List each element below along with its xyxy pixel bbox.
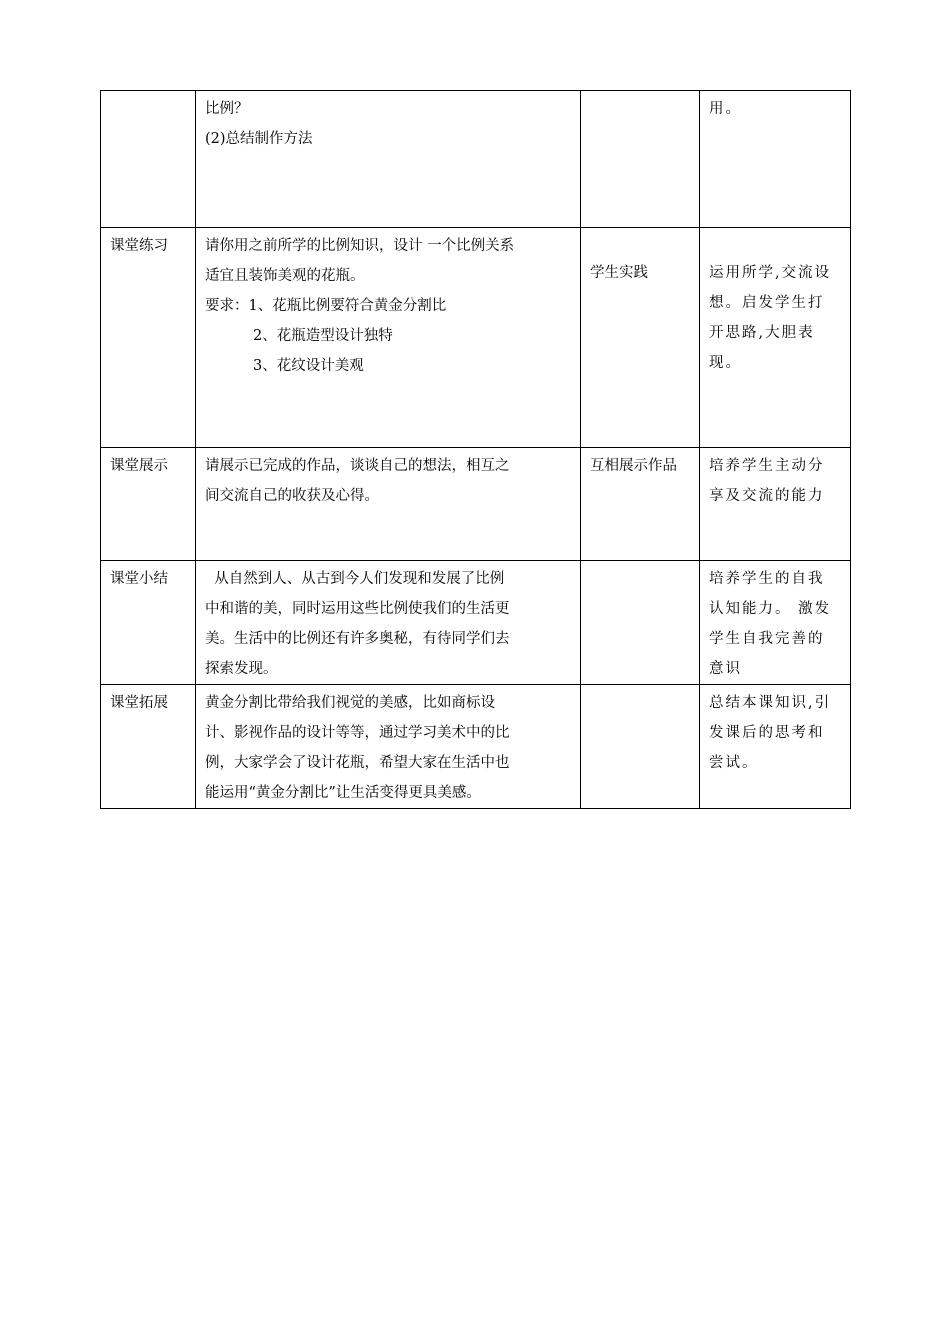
student-activity-cell [581,561,700,685]
purpose-line: 现。 [709,355,742,371]
stage-cell [101,91,196,228]
stage-label: 课堂小结 [110,571,168,587]
content-line: (2)总结制作方法 [205,131,313,147]
requirement-item: 3、花纹设计美观 [253,358,364,374]
purpose-line: 学生自我完善的 [709,631,825,647]
content-line: 黄金分割比带给我们视觉的美感，比如商标设 [205,695,495,711]
purpose-line: 开思路,大胆表 [709,325,815,341]
stage-cell [101,561,196,685]
design-purpose-cell [700,228,851,448]
purpose-line: 运用所学,交流设 [709,265,832,281]
content-line: 适宜且装饰美观的花瓶。 [205,268,365,284]
student-activity-cell [581,685,700,809]
student-activity-label: 互相展示作品 [590,458,677,474]
lesson-plan-table [100,90,851,809]
student-activity-cell [581,448,700,561]
content-line: 例，大家学会了设计花瓶，希望大家在生活中也 [205,755,510,771]
design-purpose-cell [700,448,851,561]
table-row [101,448,851,561]
student-activity-label: 学生实践 [590,265,648,281]
content-cell [196,228,581,448]
design-purpose-cell: 用。 [700,91,851,228]
stage-label: 课堂展示 [110,458,168,474]
student-activity-cell [581,228,700,448]
stage-label: 课堂拓展 [110,695,168,711]
purpose-line: 发课后的思考和 [709,725,825,741]
stage-cell [101,448,196,561]
stage-label: 课堂练习 [110,238,168,254]
purpose-line: 培养学生的自我 [709,571,825,587]
student-activity-cell [581,91,700,228]
content-line: 请你用之前所学的比例知识，设计 一个比例关系 [205,238,515,254]
purpose-line: 想。启发学生打 [709,295,825,311]
table-row [101,561,851,685]
content-line: 比例？ [205,101,249,117]
purpose-line: 意识 [709,661,742,677]
content-line: 从自然到人、从古到今人们发现和发展了比例 [205,571,505,587]
design-purpose-cell [700,685,851,809]
content-line: 间交流自己的收获及心得。 [205,488,379,504]
requirement-item: 2、花瓶造型设计独特 [253,328,393,344]
design-purpose-cell [700,561,851,685]
content-cell [196,561,581,685]
content-line: 要求：1、花瓶比例要符合黄金分割比 [205,298,447,314]
table-row [101,685,851,809]
purpose-line: 享及交流的能力 [709,488,825,504]
content-line: 能运用“黄金分割比”让生活变得更具美感。 [205,785,481,801]
content-cell [196,448,581,561]
content-line: 美。生活中的比例还有许多奥秘，有待同学们去 [205,631,510,647]
content-cell [196,91,581,228]
content-line: 中和谐的美，同时运用这些比例使我们的生活更 [205,601,510,617]
table-row [101,91,851,228]
purpose-line: 培养学生主动分 [709,458,825,474]
purpose-line: 认知能力。 激发 [709,601,832,617]
stage-cell [101,228,196,448]
content-cell [196,685,581,809]
content-line: 请展示已完成的作品，谈谈自己的想法，相互之 [205,458,510,474]
table-row [101,228,851,448]
purpose-line: 总结本课知识,引 [709,695,832,711]
content-line: 计、影视作品的设计等等，通过学习美术中的比 [205,725,510,741]
purpose-line: 尝试。 [709,755,759,771]
content-line: 探索发现。 [205,661,278,677]
stage-cell [101,685,196,809]
